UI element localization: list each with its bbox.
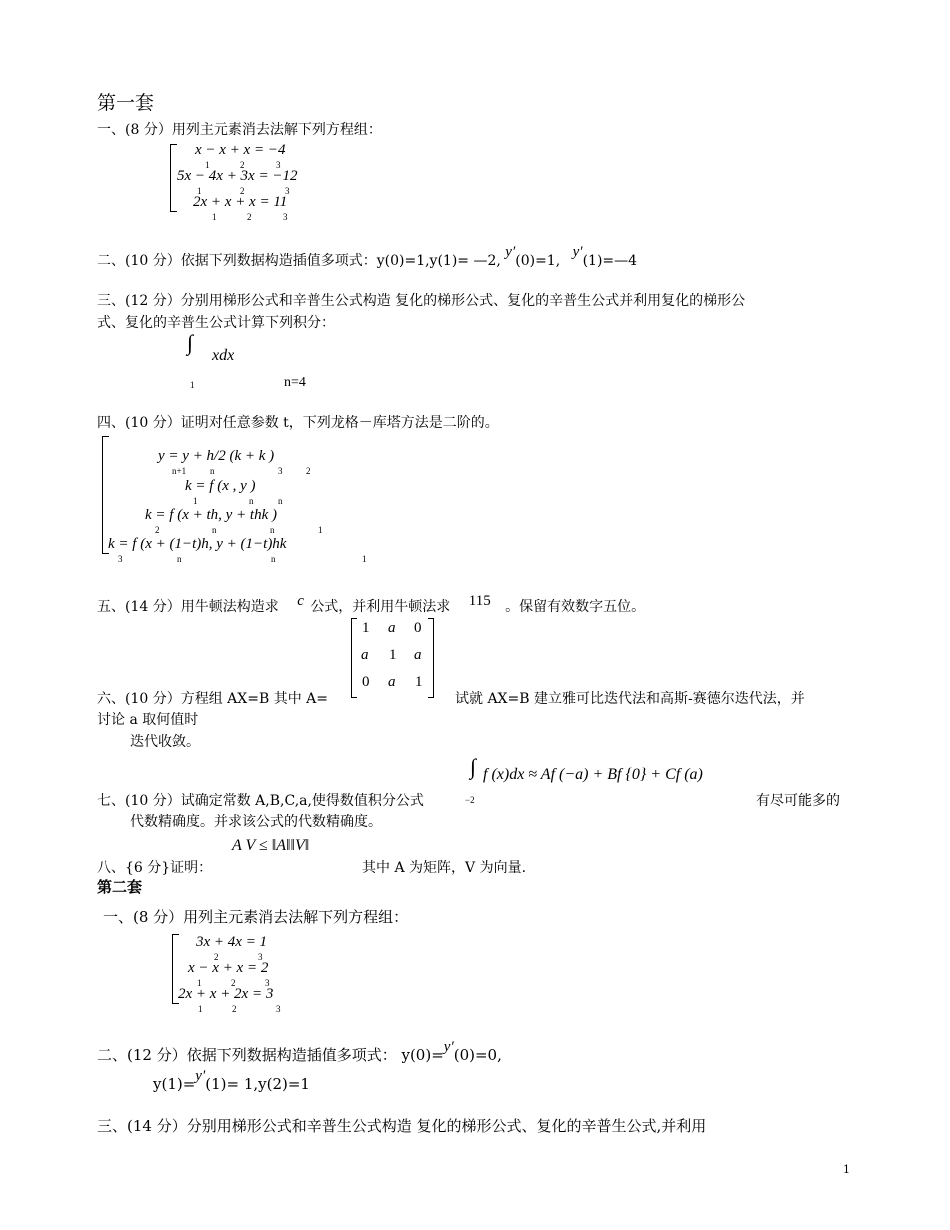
equation: x − x + x = −4: [195, 142, 286, 158]
set1-q7-text-a: 七、(10 分）试确定常数 A,B,C,a,使得数值积分公式: [97, 793, 424, 809]
matrix-cell: a: [361, 647, 369, 663]
matrix-cell: a: [388, 674, 396, 690]
number-115: 115: [468, 593, 491, 609]
equation: k = f (x + (1−t)h, y + (1−t)hk: [108, 536, 287, 552]
set1-q4-text: 四、(10 分）证明对任意参数 t，下列龙格－库塔方法是二阶的。: [97, 415, 499, 431]
integral-lower-limit: −2: [465, 795, 475, 805]
set1-q6-line2: 讨论 a 取何值时: [97, 712, 199, 728]
set2-q1-text: 一、(8 分）用列主元素消去法解下列方程组：: [103, 908, 409, 926]
c-symbol: c: [297, 593, 304, 609]
matrix-cell: 0: [362, 674, 370, 690]
set1-q6-line3: 迭代收敛。: [130, 734, 200, 750]
matrix-cell: 1: [362, 620, 370, 636]
set1-q6-text-b: 试就 AX=B 建立雅可比迭代法和高斯-赛德尔迭代法，并: [455, 691, 805, 707]
set1-q5: 五、(14 分）用牛顿法构造求 c 公式，并利用牛顿法求 115 。保留有效数字五位。: [97, 593, 646, 615]
integral-lower-limit: 1: [190, 380, 195, 390]
matrix-cell: a: [414, 647, 422, 663]
page-number: 1: [843, 1163, 850, 1176]
integral-sign: ∫: [187, 330, 194, 355]
set1-q2: 二、(10 分）依据下列数据构造插值多项式：y(0)=1,y(1)= —2, y′(0)=1, y′(1)=—4: [97, 244, 638, 269]
set1-q8-text-a: 八、{6 分}证明：: [97, 860, 213, 876]
set1-q7-line2: 代数精确度。并求该公式的代数精确度。: [130, 814, 382, 830]
system-brace: [170, 144, 177, 212]
equation: k = f (x + th, y + thk ): [145, 507, 277, 523]
set1-q8-text-b: 其中 A 为矩阵，V 为向量.: [362, 860, 527, 876]
matrix-cell: 1: [389, 647, 397, 663]
set1-title: 第一套: [97, 92, 155, 114]
set2-q2-line1: 二、(12 分）依据下列数据构造插值多项式： y(0)=y′(0)=0,: [97, 1039, 502, 1064]
equation: k = f (x , y ): [185, 478, 256, 494]
equation: 3x + 4x = 1: [196, 934, 268, 950]
n-value: n=4: [284, 375, 306, 390]
matrix-cell: 1: [415, 674, 423, 690]
quadrature-formula: f (x)dx ≈ Af (−a) + Bf {0} + Cf (a): [483, 766, 703, 783]
matrix-cell: a: [388, 620, 396, 636]
set1-q7-text-b: 有尽可能多的: [756, 793, 840, 809]
set1-q3-line1: 三、(12 分）分别用梯形公式和辛普生公式构造 复化的梯形公式、复化的辛普生公式并利用复化的梯形公: [97, 293, 746, 309]
integrand: xdx: [212, 347, 235, 364]
matrix-bracket-right: [428, 618, 434, 698]
norm-inequality: A V ≤ ‖A‖‖V‖: [232, 837, 310, 854]
set1-q1-text: 一、(8 分）用列主元素消去法解下列方程组：: [97, 122, 382, 138]
set1-q6-text-a: 六、(10 分）方程组 AX=B 其中 A=: [97, 691, 329, 707]
y-prime: y′: [443, 1039, 454, 1055]
y-prime: y′: [195, 1068, 206, 1084]
set2-q2-line2: y(1)=y′(1)= 1,y(2)=1: [153, 1068, 310, 1093]
set1-q3-line2: 式、复化的辛普生公式计算下列积分：: [97, 315, 335, 331]
equation: 2x + x + 2x = 3: [178, 986, 274, 1002]
equation: x − x + x = 2: [188, 960, 269, 976]
set2-title: 第二套: [97, 878, 143, 896]
set2-q3-text: 三、(14 分）分别用梯形公式和辛普生公式构造 复化的梯形公式、复化的辛普生公式,并利用: [97, 1117, 707, 1135]
y-prime: y′: [572, 244, 583, 260]
y-prime: y′: [505, 244, 516, 260]
matrix-bracket-left: [351, 618, 357, 698]
equation: 2x + x + x = 11: [193, 194, 288, 210]
equation: 5x − 4x + 3x = −12: [177, 168, 298, 184]
integral-sign: ∫: [470, 754, 477, 779]
matrix-cell: 0: [414, 620, 422, 636]
equation: y = y + h/2 (k + k ): [158, 448, 275, 464]
